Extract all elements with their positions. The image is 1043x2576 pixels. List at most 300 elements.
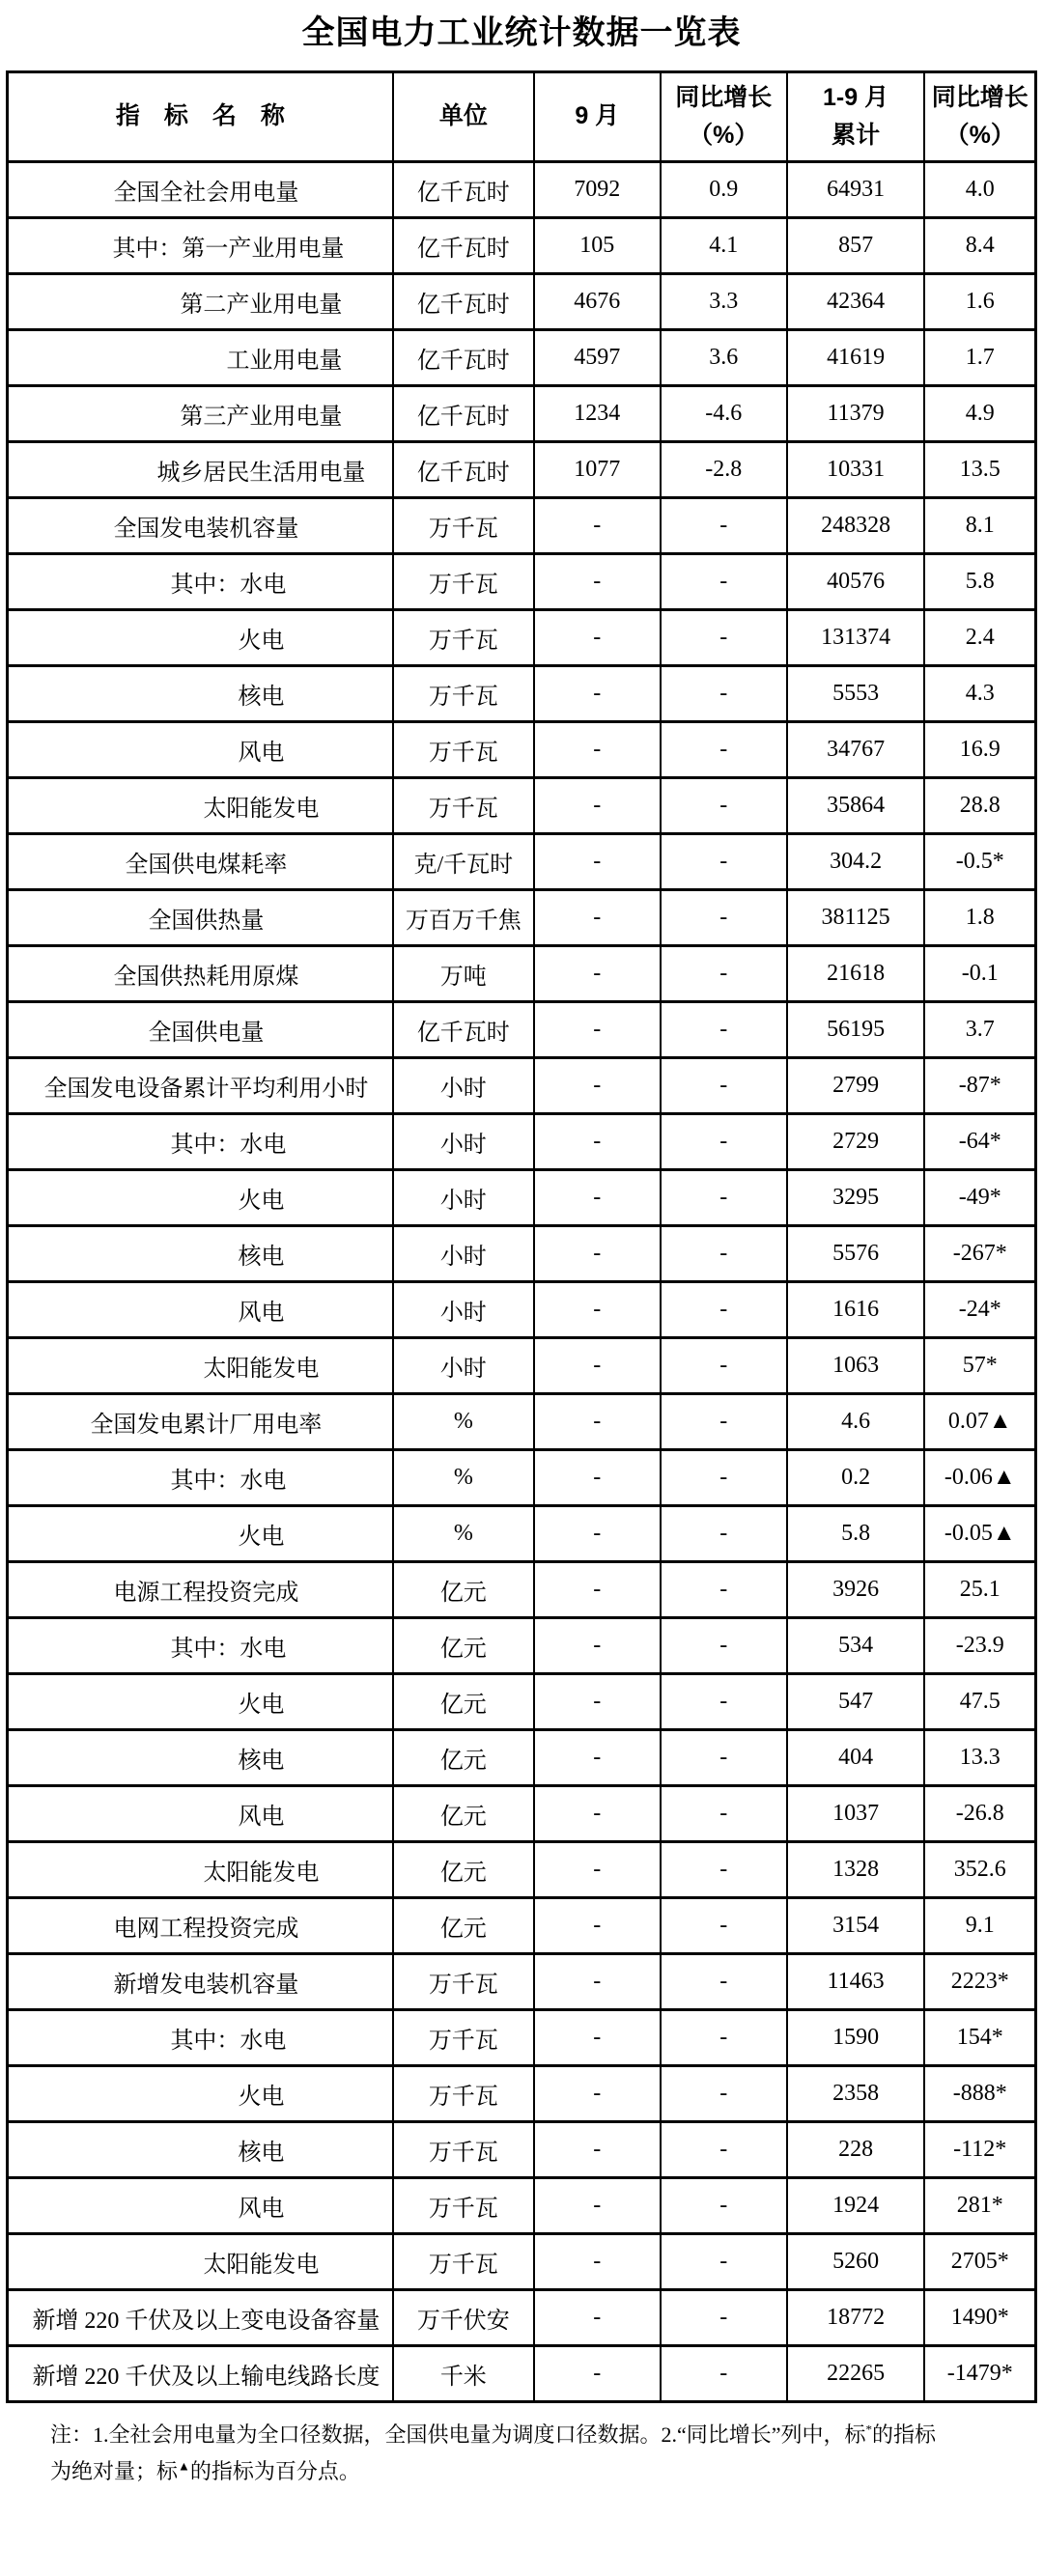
cumulative-value-cell: 131374 bbox=[787, 609, 925, 665]
indicator-name-cell: 其中：水电 bbox=[8, 1617, 393, 1673]
september-yoy-cell: -4.6 bbox=[661, 385, 787, 441]
september-value-cell: - bbox=[534, 1449, 661, 1505]
cumulative-yoy-cell: -112* bbox=[924, 2121, 1035, 2177]
header-label: 1-9 月 bbox=[823, 84, 889, 112]
cumulative-yoy-cell: 9.1 bbox=[924, 1897, 1035, 1953]
september-value-cell: 1077 bbox=[534, 441, 661, 497]
september-value-cell: - bbox=[534, 889, 661, 945]
september-yoy-cell: -2.8 bbox=[661, 441, 787, 497]
table-row bbox=[8, 1897, 1036, 1953]
cumulative-value-cell: 5.8 bbox=[787, 1505, 925, 1561]
cumulative-value-cell: 2799 bbox=[787, 1057, 925, 1113]
september-value-cell: 7092 bbox=[534, 161, 661, 217]
indicator-name-cell: 风电 bbox=[8, 1281, 393, 1337]
unit-cell: 万千瓦 bbox=[393, 497, 534, 553]
cumulative-value-cell: 1328 bbox=[787, 1841, 925, 1897]
unit-cell: 万千瓦 bbox=[393, 2177, 534, 2233]
table-row bbox=[8, 497, 1036, 553]
cumulative-yoy-cell: -0.1 bbox=[924, 945, 1035, 1001]
cumulative-yoy-cell: 352.6 bbox=[924, 1841, 1035, 1897]
cumulative-value-cell: 64931 bbox=[787, 161, 925, 217]
table-row bbox=[8, 1057, 1036, 1113]
september-value-cell: - bbox=[534, 2121, 661, 2177]
unit-cell: 亿千瓦时 bbox=[393, 273, 534, 329]
indicator-name-cell: 火电 bbox=[8, 1169, 393, 1225]
cumulative-value-cell: 2729 bbox=[787, 1113, 925, 1169]
september-yoy-cell: - bbox=[661, 2065, 787, 2121]
september-value-cell: 4676 bbox=[534, 273, 661, 329]
september-value-cell: - bbox=[534, 2009, 661, 2065]
indicator-name-cell: 火电 bbox=[8, 2065, 393, 2121]
september-yoy-cell: - bbox=[661, 1449, 787, 1505]
footnote-text: 为绝对量；标 bbox=[50, 2459, 179, 2484]
cumulative-value-cell: 11379 bbox=[787, 385, 925, 441]
cumulative-yoy-cell: 13.3 bbox=[924, 1729, 1035, 1785]
unit-cell: 亿千瓦时 bbox=[393, 1001, 534, 1057]
september-value-cell: - bbox=[534, 1337, 661, 1393]
indicator-name-cell: 全国供热耗用原煤 bbox=[8, 945, 393, 1001]
september-yoy-cell: - bbox=[661, 1617, 787, 1673]
unit-cell: 万千伏安 bbox=[393, 2289, 534, 2345]
unit-cell: 万千瓦 bbox=[393, 2065, 534, 2121]
cumulative-yoy-cell: 4.3 bbox=[924, 665, 1035, 721]
footnote-text: 的指标为百分点。 bbox=[189, 2459, 360, 2484]
indicator-name-cell: 全国全社会用电量 bbox=[8, 161, 393, 217]
indicator-name-cell: 全国供电量 bbox=[8, 1001, 393, 1057]
september-yoy-cell: - bbox=[661, 1337, 787, 1393]
indicator-name-cell: 风电 bbox=[8, 2177, 393, 2233]
header-cumulative-yoy bbox=[924, 71, 1035, 161]
unit-cell: 亿元 bbox=[393, 1841, 534, 1897]
indicator-name-cell: 全国供热量 bbox=[8, 889, 393, 945]
september-yoy-cell: - bbox=[661, 1225, 787, 1281]
september-yoy-cell: - bbox=[661, 2233, 787, 2289]
table-body bbox=[8, 161, 1036, 2401]
september-value-cell: 1234 bbox=[534, 385, 661, 441]
unit-cell: 千米 bbox=[393, 2345, 534, 2401]
indicator-name-cell: 太阳能发电 bbox=[8, 1337, 393, 1393]
september-value-cell: - bbox=[534, 1953, 661, 2009]
unit-cell: % bbox=[393, 1393, 534, 1449]
table-row bbox=[8, 777, 1036, 833]
table-row bbox=[8, 1561, 1036, 1617]
cumulative-yoy-cell: 1490* bbox=[924, 2289, 1035, 2345]
indicator-name-cell: 太阳能发电 bbox=[8, 2233, 393, 2289]
unit-cell: 小时 bbox=[393, 1337, 534, 1393]
cumulative-value-cell: 41619 bbox=[787, 329, 925, 385]
indicator-name-cell: 工业用电量 bbox=[8, 329, 393, 385]
unit-cell: 亿千瓦时 bbox=[393, 217, 534, 273]
september-value-cell: - bbox=[534, 1729, 661, 1785]
table-row bbox=[8, 1393, 1036, 1449]
cumulative-value-cell: 3926 bbox=[787, 1561, 925, 1617]
september-value-cell: - bbox=[534, 1505, 661, 1561]
cumulative-value-cell: 10331 bbox=[787, 441, 925, 497]
cumulative-value-cell: 1924 bbox=[787, 2177, 925, 2233]
cumulative-yoy-cell: 25.1 bbox=[924, 1561, 1035, 1617]
cumulative-value-cell: 1063 bbox=[787, 1337, 925, 1393]
cumulative-value-cell: 40576 bbox=[787, 553, 925, 609]
september-value-cell: - bbox=[534, 1841, 661, 1897]
cumulative-yoy-cell: 1.8 bbox=[924, 889, 1035, 945]
triangle-superscript: ▲ bbox=[178, 2458, 190, 2474]
table-row bbox=[8, 273, 1036, 329]
september-yoy-cell: - bbox=[661, 2009, 787, 2065]
indicator-name-cell: 电源工程投资完成 bbox=[8, 1561, 393, 1617]
header-label: 累计 bbox=[832, 121, 881, 149]
indicator-name-cell: 全国发电设备累计平均利用小时 bbox=[8, 1057, 393, 1113]
september-yoy-cell: - bbox=[661, 1729, 787, 1785]
table-row bbox=[8, 2177, 1036, 2233]
header-label: 单位 bbox=[438, 102, 488, 130]
cumulative-value-cell: 2358 bbox=[787, 2065, 925, 2121]
indicator-name-cell: 火电 bbox=[8, 609, 393, 665]
cumulative-value-cell: 21618 bbox=[787, 945, 925, 1001]
cumulative-value-cell: 3295 bbox=[787, 1169, 925, 1225]
table-row bbox=[8, 665, 1036, 721]
indicator-name-cell: 核电 bbox=[8, 2121, 393, 2177]
header-label: （%） bbox=[689, 121, 759, 149]
indicator-name-cell: 其中：水电 bbox=[8, 1113, 393, 1169]
table-row bbox=[8, 161, 1036, 217]
unit-cell: 亿千瓦时 bbox=[393, 329, 534, 385]
table-row bbox=[8, 2065, 1036, 2121]
indicator-name-cell: 太阳能发电 bbox=[8, 1841, 393, 1897]
september-yoy-cell: - bbox=[661, 609, 787, 665]
cumulative-yoy-cell: 4.9 bbox=[924, 385, 1035, 441]
september-yoy-cell: - bbox=[661, 1169, 787, 1225]
september-yoy-cell: - bbox=[661, 1113, 787, 1169]
september-value-cell: - bbox=[534, 777, 661, 833]
footnote-line-1 bbox=[50, 2417, 1006, 2454]
cumulative-yoy-cell: -267* bbox=[924, 1225, 1035, 1281]
unit-cell: 克/千瓦时 bbox=[393, 833, 534, 889]
table-row bbox=[8, 1505, 1036, 1561]
september-value-cell: - bbox=[534, 609, 661, 665]
table-row bbox=[8, 2233, 1036, 2289]
footnote-line-2 bbox=[50, 2453, 1006, 2491]
cumulative-yoy-cell: 1.7 bbox=[924, 329, 1035, 385]
september-yoy-cell: - bbox=[661, 1281, 787, 1337]
indicator-name-cell: 新增发电装机容量 bbox=[8, 1953, 393, 2009]
cumulative-value-cell: 18772 bbox=[787, 2289, 925, 2345]
cumulative-value-cell: 5576 bbox=[787, 1225, 925, 1281]
cumulative-yoy-cell: 2.4 bbox=[924, 609, 1035, 665]
unit-cell: 亿元 bbox=[393, 1561, 534, 1617]
unit-cell: 小时 bbox=[393, 1057, 534, 1113]
september-yoy-cell: 4.1 bbox=[661, 217, 787, 273]
header-cumulative bbox=[787, 71, 925, 161]
header-label: 同比增长 bbox=[931, 84, 1029, 112]
table-row bbox=[8, 1113, 1036, 1169]
cumulative-value-cell: 22265 bbox=[787, 2345, 925, 2401]
table-row bbox=[8, 889, 1036, 945]
september-yoy-cell: - bbox=[661, 1673, 787, 1729]
header-label: （%） bbox=[944, 121, 1015, 149]
september-value-cell: - bbox=[534, 2233, 661, 2289]
table-row bbox=[8, 217, 1036, 273]
september-value-cell: - bbox=[534, 1561, 661, 1617]
cumulative-value-cell: 11463 bbox=[787, 1953, 925, 2009]
september-yoy-cell: 0.9 bbox=[661, 161, 787, 217]
table-row bbox=[8, 2009, 1036, 2065]
september-yoy-cell: - bbox=[661, 1561, 787, 1617]
cumulative-value-cell: 3154 bbox=[787, 1897, 925, 1953]
table-row bbox=[8, 1785, 1036, 1841]
cumulative-value-cell: 228 bbox=[787, 2121, 925, 2177]
cumulative-yoy-cell: 28.8 bbox=[924, 777, 1035, 833]
table-row bbox=[8, 1841, 1036, 1897]
september-value-cell: - bbox=[534, 1113, 661, 1169]
september-yoy-cell: - bbox=[661, 553, 787, 609]
cumulative-yoy-cell: 13.5 bbox=[924, 441, 1035, 497]
unit-cell: 亿元 bbox=[393, 1673, 534, 1729]
table-row bbox=[8, 2345, 1036, 2401]
cumulative-yoy-cell: 8.4 bbox=[924, 217, 1035, 273]
indicator-name-cell: 全国供电煤耗率 bbox=[8, 833, 393, 889]
unit-cell: 亿元 bbox=[393, 1897, 534, 1953]
september-value-cell: - bbox=[534, 1057, 661, 1113]
september-yoy-cell: - bbox=[661, 665, 787, 721]
table-row bbox=[8, 945, 1036, 1001]
indicator-name-cell: 其中：水电 bbox=[8, 2009, 393, 2065]
cumulative-yoy-cell: 154* bbox=[924, 2009, 1035, 2065]
september-yoy-cell: - bbox=[661, 721, 787, 777]
table-row bbox=[8, 1953, 1036, 2009]
cumulative-yoy-cell: -64* bbox=[924, 1113, 1035, 1169]
indicator-name-cell: 核电 bbox=[8, 665, 393, 721]
september-yoy-cell: - bbox=[661, 497, 787, 553]
cumulative-yoy-cell: -888* bbox=[924, 2065, 1035, 2121]
september-yoy-cell: - bbox=[661, 889, 787, 945]
september-value-cell: - bbox=[534, 2177, 661, 2233]
cumulative-yoy-cell: -24* bbox=[924, 1281, 1035, 1337]
cumulative-value-cell: 5260 bbox=[787, 2233, 925, 2289]
september-value-cell: - bbox=[534, 1169, 661, 1225]
cumulative-value-cell: 5553 bbox=[787, 665, 925, 721]
unit-cell: 小时 bbox=[393, 1113, 534, 1169]
cumulative-value-cell: 381125 bbox=[787, 889, 925, 945]
september-yoy-cell: 3.6 bbox=[661, 329, 787, 385]
unit-cell: 小时 bbox=[393, 1281, 534, 1337]
cumulative-yoy-cell: -0.5* bbox=[924, 833, 1035, 889]
unit-cell: 亿元 bbox=[393, 1729, 534, 1785]
indicator-name-cell: 新增 220 千伏及以上变电设备容量 bbox=[8, 2289, 393, 2345]
september-yoy-cell: - bbox=[661, 2177, 787, 2233]
unit-cell: 万千瓦 bbox=[393, 665, 534, 721]
unit-cell: % bbox=[393, 1449, 534, 1505]
unit-cell: 万吨 bbox=[393, 945, 534, 1001]
header-indicator-name bbox=[8, 71, 393, 161]
table-row bbox=[8, 553, 1036, 609]
cumulative-value-cell: 534 bbox=[787, 1617, 925, 1673]
september-yoy-cell: - bbox=[661, 777, 787, 833]
cumulative-value-cell: 404 bbox=[787, 1729, 925, 1785]
cumulative-yoy-cell: -49* bbox=[924, 1169, 1035, 1225]
september-yoy-cell: - bbox=[661, 2345, 787, 2401]
cumulative-yoy-cell: 2223* bbox=[924, 1953, 1035, 2009]
september-yoy-cell: 3.3 bbox=[661, 273, 787, 329]
unit-cell: 万千瓦 bbox=[393, 553, 534, 609]
header-september bbox=[534, 71, 661, 161]
september-value-cell: 105 bbox=[534, 217, 661, 273]
unit-cell: 万千瓦 bbox=[393, 609, 534, 665]
cumulative-value-cell: 304.2 bbox=[787, 833, 925, 889]
cumulative-yoy-cell: -1479* bbox=[924, 2345, 1035, 2401]
table-row bbox=[8, 1169, 1036, 1225]
cumulative-value-cell: 547 bbox=[787, 1673, 925, 1729]
unit-cell: % bbox=[393, 1505, 534, 1561]
header-label: 9 月 bbox=[575, 102, 620, 130]
cumulative-value-cell: 35864 bbox=[787, 777, 925, 833]
unit-cell: 亿元 bbox=[393, 1785, 534, 1841]
september-yoy-cell: - bbox=[661, 2121, 787, 2177]
header-label: 同比增长 bbox=[675, 84, 773, 112]
september-value-cell: - bbox=[534, 1001, 661, 1057]
september-yoy-cell: - bbox=[661, 1785, 787, 1841]
unit-cell: 亿千瓦时 bbox=[393, 161, 534, 217]
cumulative-yoy-cell: 16.9 bbox=[924, 721, 1035, 777]
table-row bbox=[8, 385, 1036, 441]
indicator-name-cell: 火电 bbox=[8, 1505, 393, 1561]
unit-cell: 万千瓦 bbox=[393, 2233, 534, 2289]
cumulative-value-cell: 1616 bbox=[787, 1281, 925, 1337]
indicator-name-cell: 风电 bbox=[8, 1785, 393, 1841]
table-row bbox=[8, 329, 1036, 385]
asterisk-superscript: * bbox=[865, 2422, 873, 2437]
indicator-name-cell: 太阳能发电 bbox=[8, 777, 393, 833]
indicator-name-cell: 风电 bbox=[8, 721, 393, 777]
indicator-name-cell: 火电 bbox=[8, 1673, 393, 1729]
september-value-cell: - bbox=[534, 721, 661, 777]
unit-cell: 万百万千焦 bbox=[393, 889, 534, 945]
indicator-name-cell: 第二产业用电量 bbox=[8, 273, 393, 329]
cumulative-yoy-cell: -0.06▲ bbox=[924, 1449, 1035, 1505]
cumulative-value-cell: 248328 bbox=[787, 497, 925, 553]
indicator-name-cell: 核电 bbox=[8, 1729, 393, 1785]
cumulative-yoy-cell: 4.0 bbox=[924, 161, 1035, 217]
cumulative-value-cell: 34767 bbox=[787, 721, 925, 777]
september-value-cell: - bbox=[534, 1617, 661, 1673]
unit-cell: 万千瓦 bbox=[393, 1953, 534, 2009]
table-row bbox=[8, 833, 1036, 889]
cumulative-yoy-cell: 47.5 bbox=[924, 1673, 1035, 1729]
september-yoy-cell: - bbox=[661, 1897, 787, 1953]
cumulative-yoy-cell: -87* bbox=[924, 1057, 1035, 1113]
cumulative-value-cell: 56195 bbox=[787, 1001, 925, 1057]
indicator-name-cell: 其中：水电 bbox=[8, 1449, 393, 1505]
september-value-cell: - bbox=[534, 1393, 661, 1449]
cumulative-value-cell: 42364 bbox=[787, 273, 925, 329]
cumulative-yoy-cell: 8.1 bbox=[924, 497, 1035, 553]
september-value-cell: - bbox=[534, 553, 661, 609]
september-yoy-cell: - bbox=[661, 1393, 787, 1449]
september-value-cell: - bbox=[534, 2345, 661, 2401]
header-month-yoy bbox=[661, 71, 787, 161]
september-yoy-cell: - bbox=[661, 833, 787, 889]
unit-cell: 小时 bbox=[393, 1225, 534, 1281]
unit-cell: 亿千瓦时 bbox=[393, 441, 534, 497]
september-value-cell: - bbox=[534, 1281, 661, 1337]
unit-cell: 万千瓦 bbox=[393, 2009, 534, 2065]
unit-cell: 亿元 bbox=[393, 1617, 534, 1673]
table-row bbox=[8, 1337, 1036, 1393]
footnote bbox=[50, 2417, 1006, 2491]
table-row bbox=[8, 2121, 1036, 2177]
table-row bbox=[8, 1729, 1036, 1785]
cumulative-value-cell: 1037 bbox=[787, 1785, 925, 1841]
indicator-name-cell: 新增 220 千伏及以上输电线路长度 bbox=[8, 2345, 393, 2401]
september-value-cell: - bbox=[534, 2289, 661, 2345]
table-row bbox=[8, 609, 1036, 665]
cumulative-yoy-cell: -26.8 bbox=[924, 1785, 1035, 1841]
september-value-cell: - bbox=[534, 1897, 661, 1953]
table-row bbox=[8, 721, 1036, 777]
header-label: 指 标 名 称 bbox=[115, 102, 285, 130]
power-statistics-table bbox=[6, 70, 1037, 2403]
footnote-text: 注：1.全社会用电量为全口径数据，全国供电量为调度口径数据。2.“同比增长”列中，标 bbox=[50, 2422, 866, 2447]
cumulative-yoy-cell: 2705* bbox=[924, 2233, 1035, 2289]
header-unit bbox=[393, 71, 534, 161]
table-row bbox=[8, 1673, 1036, 1729]
page-title: 全国电力工业统计数据一览表 bbox=[301, 14, 742, 51]
cumulative-yoy-cell: -0.05▲ bbox=[924, 1505, 1035, 1561]
indicator-name-cell: 其中：第一产业用电量 bbox=[8, 217, 393, 273]
table-row bbox=[8, 2289, 1036, 2345]
september-yoy-cell: - bbox=[661, 2289, 787, 2345]
cumulative-value-cell: 0.2 bbox=[787, 1449, 925, 1505]
september-value-cell: - bbox=[534, 945, 661, 1001]
september-yoy-cell: - bbox=[661, 945, 787, 1001]
september-yoy-cell: - bbox=[661, 1953, 787, 2009]
unit-cell: 万千瓦 bbox=[393, 777, 534, 833]
september-value-cell: - bbox=[534, 1785, 661, 1841]
indicator-name-cell: 第三产业用电量 bbox=[8, 385, 393, 441]
september-value-cell: - bbox=[534, 497, 661, 553]
september-yoy-cell: - bbox=[661, 1001, 787, 1057]
cumulative-yoy-cell: -23.9 bbox=[924, 1617, 1035, 1673]
unit-cell: 小时 bbox=[393, 1169, 534, 1225]
september-value-cell: - bbox=[534, 833, 661, 889]
cumulative-yoy-cell: 281* bbox=[924, 2177, 1035, 2233]
cumulative-value-cell: 857 bbox=[787, 217, 925, 273]
indicator-name-cell: 核电 bbox=[8, 1225, 393, 1281]
cumulative-yoy-cell: 0.07▲ bbox=[924, 1393, 1035, 1449]
table-row bbox=[8, 1449, 1036, 1505]
september-yoy-cell: - bbox=[661, 1841, 787, 1897]
indicator-name-cell: 全国发电装机容量 bbox=[8, 497, 393, 553]
footnote-text: 的指标 bbox=[872, 2422, 937, 2447]
cumulative-yoy-cell: 57* bbox=[924, 1337, 1035, 1393]
table-row bbox=[8, 1001, 1036, 1057]
table-row bbox=[8, 1225, 1036, 1281]
cumulative-yoy-cell: 3.7 bbox=[924, 1001, 1035, 1057]
indicator-name-cell: 其中：水电 bbox=[8, 553, 393, 609]
indicator-name-cell: 城乡居民生活用电量 bbox=[8, 441, 393, 497]
unit-cell: 万千瓦 bbox=[393, 721, 534, 777]
september-value-cell: - bbox=[534, 1225, 661, 1281]
cumulative-value-cell: 1590 bbox=[787, 2009, 925, 2065]
september-value-cell: - bbox=[534, 665, 661, 721]
cumulative-yoy-cell: 5.8 bbox=[924, 553, 1035, 609]
table-row bbox=[8, 1617, 1036, 1673]
september-value-cell: - bbox=[534, 2065, 661, 2121]
september-value-cell: - bbox=[534, 1673, 661, 1729]
table-row bbox=[8, 441, 1036, 497]
indicator-name-cell: 全国发电累计厂用电率 bbox=[8, 1393, 393, 1449]
unit-cell: 万千瓦 bbox=[393, 2121, 534, 2177]
unit-cell: 亿千瓦时 bbox=[393, 385, 534, 441]
